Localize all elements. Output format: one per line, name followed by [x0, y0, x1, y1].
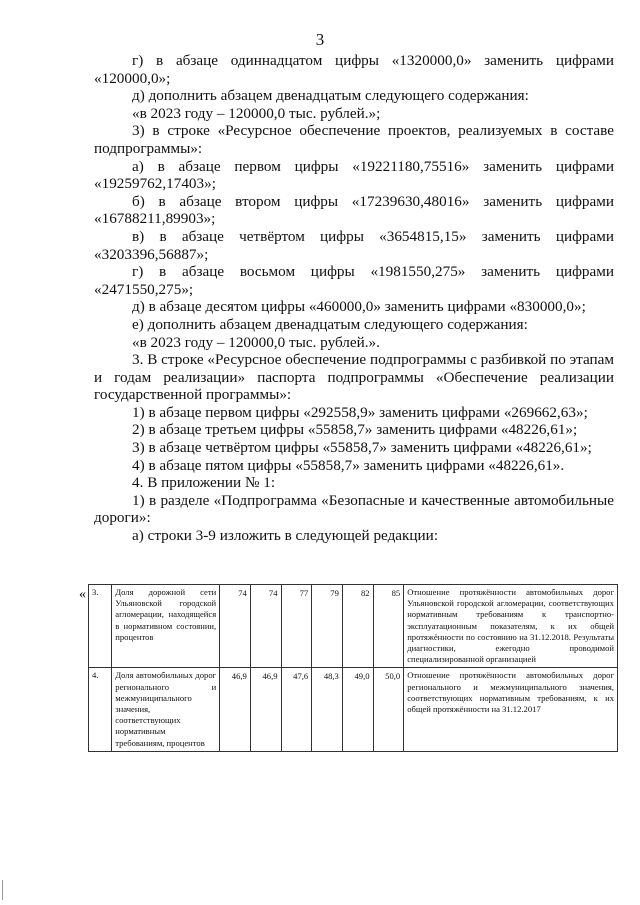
value-cell: 74 — [250, 585, 281, 668]
value-cell: 82 — [342, 585, 373, 668]
value-cell: 79 — [312, 585, 343, 668]
paragraph: е) дополнить абзацем двенадцатым следующего содержания: — [132, 315, 528, 333]
open-quote: « — [79, 587, 86, 602]
table-row — [89, 668, 618, 751]
paragraph: «в 2023 году – 120000,0 тыс. рублей.». — [132, 333, 380, 351]
page-number: 3 — [315, 30, 325, 49]
paragraph: в) в абзаце четвёртом цифры «3654815,15» заменить цифрами «3203396,56887»; — [94, 227, 614, 263]
value-cell: 49,0 — [342, 668, 373, 751]
value-cell: 48,3 — [312, 668, 343, 751]
paragraph: 3. В строке «Ресурсное обеспечение подпрограммы с разбивкой по этапам и годам реализации» паспорта подпрограммы «Обеспечение реализации государственной программы»: — [94, 351, 614, 404]
paragraph: 1) в разделе «Подпрограмма «Безопасные и качественные автомобильные дороги»: — [94, 491, 614, 527]
paragraph: «в 2023 году – 120000,0 тыс. рублей.»; — [132, 104, 381, 122]
value-cell: 85 — [373, 585, 404, 668]
value-cell: 77 — [281, 585, 312, 668]
value-cell: 74 — [220, 585, 251, 668]
paragraph: 4. В приложении № 1: — [132, 474, 276, 492]
table-row — [89, 585, 618, 668]
paragraph: д) в абзаце десятом цифры «460000,0» заменить цифрами «830000,0»; — [132, 298, 586, 316]
paragraph: а) строки 3-9 изложить в следующей редакции: — [132, 527, 439, 545]
paragraph: 3) в строке «Ресурсное обеспечение проектов, реализуемых в составе подпрограммы»: — [94, 122, 614, 157]
value-cell: 46,9 — [250, 668, 281, 751]
paragraph: д) дополнить абзацем двенадцатым следующего содержания: — [132, 87, 529, 105]
paragraph: г) в абзаце одиннадцатом цифры «1320000,0» заменить цифрами «120000,0»; — [94, 52, 614, 87]
source-cell: Отношение протяжённости автомобильных дорог Ульяновской городской агломерации, соответствующих нормативным требованиям к транспортно-эксплуатационным показателям, к их общей протяжённости по состоянию на 31.12.2018. Результаты диагностики, ежегодно проводимой специализированной организацией — [404, 585, 618, 668]
value-cell: 50,0 — [373, 668, 404, 751]
paragraph: 3) в абзаце четвёртом цифры «55858,7» заменить цифрами «48226,61»; — [132, 439, 592, 457]
paragraph: 1) в абзаце первом цифры «292558,9» заменить цифрами «269662,63»; — [132, 403, 588, 421]
value-cell: 46,9 — [220, 668, 251, 751]
source-cell: Отношение протяжённости автомобильных дорог регионального и межмуниципального значения, соответствующих нормативным требованиям, к их общей протяжённости на 31.12.2017 — [404, 668, 618, 751]
paragraph: г) в абзаце восьмом цифры «1981550,275» заменить цифрами «2471550,275»; — [94, 263, 614, 298]
indicator-table — [88, 584, 618, 752]
scan-edge-mark — [2, 880, 9, 900]
indicator-cell: Доля автомобильных дорог регионального и межмуниципального значения, соответствующих нормативным требованиям, процентов — [112, 668, 220, 751]
row-index: 4. — [89, 668, 112, 751]
paragraph: б) в абзаце втором цифры «17239630,48016» заменить цифрами «16788211,89903»; — [94, 192, 614, 228]
row-index: 3. — [89, 585, 112, 668]
value-cell: 47,6 — [281, 668, 312, 751]
paragraph: а) в абзаце первом цифры «19221180,75516» заменить цифрами «19259762,17403»; — [94, 157, 614, 193]
document-body — [94, 52, 614, 545]
paragraph: 2) в абзаце третьем цифры «55858,7» заменить цифрами «48226,61»; — [132, 421, 578, 439]
indicator-cell: Доля дорожной сети Ульяновской городской агломерации, находящейся в нормативном состоянии, процентов — [112, 585, 220, 668]
paragraph: 4) в абзаце пятом цифры «55858,7» заменить цифрами «48226,61». — [132, 456, 565, 474]
